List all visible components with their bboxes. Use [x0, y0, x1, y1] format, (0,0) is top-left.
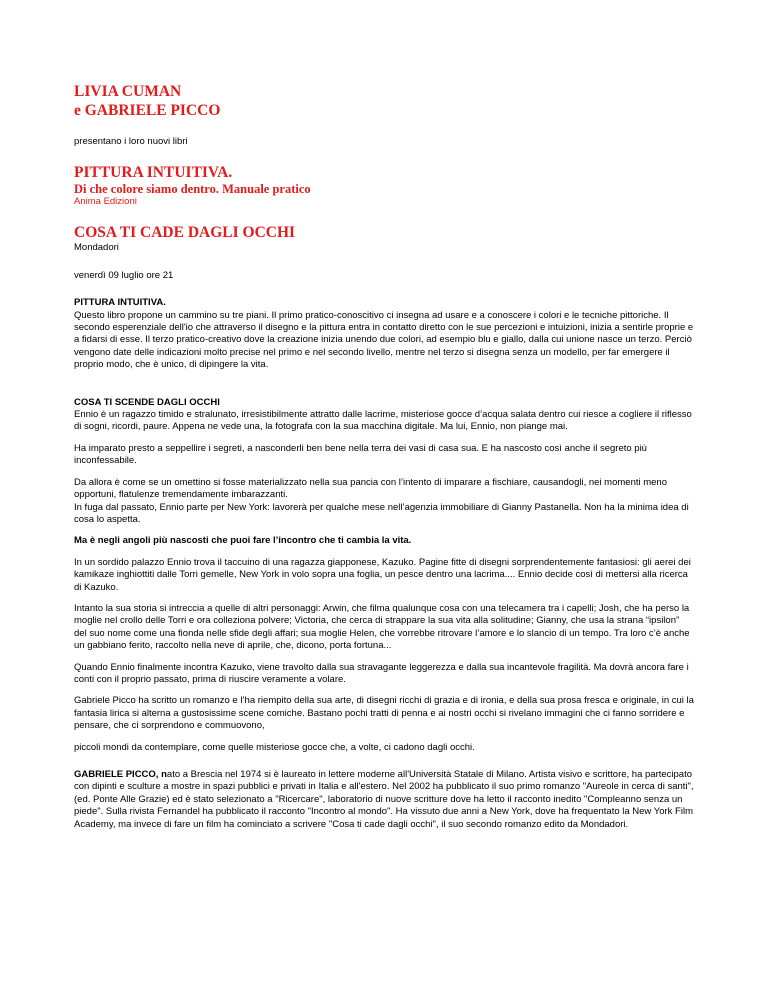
- book1-subtitle: Di che colore siamo dentro. Manuale pratico: [74, 182, 311, 197]
- event-date: venerdì 09 luglio ore 21: [74, 269, 174, 281]
- section2-heading: COSA TI SCENDE DAGLI OCCHI: [74, 396, 220, 408]
- section2-paragraph-5: In un sordido palazzo Ennio trova il taccuino di una ragazza giapponese, Kazuko. Pagine fitte di disegni sorprendentemente fantasiosi: gli aerei dei kamikaze inghiottiti dalle Torri gemelle, New York in volo sopra una foglia, un pesce dentro una lacrima.... Ennio decide così di mettersi alla ricerca di Kazuko.: [74, 556, 691, 593]
- author-bio: [74, 769, 694, 831]
- intro-text: presentano i loro nuovi libri: [74, 136, 188, 147]
- author-livia-cuman: LIVIA CUMAN: [74, 83, 182, 100]
- section2-paragraph-8: Gabriele Picco ha scritto un romanzo e l’ha riempito della sua arte, di disegni ricchi di grazia e di ironia, e della sua prosa fresca e originale, in cui la fantasia lirica si alterna a gustosissime scene comiche. Bastano pochi tratti di penna e ai nostri occhi si rivelano immagini che ci fanno sorridere e pensare, che ci sorprendono e commuovono,: [74, 695, 694, 732]
- section2-paragraph-3a: Da allora è come se un omettino si fosse materializzato nella sua pancia con l’intento di imparare a fischiare, causandogli, nei momenti meno opportuni, flatulenze tremendamente imbarazzanti.: [74, 476, 668, 501]
- section2-paragraph-3b: In fuga dal passato, Ennio parte per New York: lavorerà per qualche mese nell’agenzia immobiliare di Gianny Pastanella. Non ha la minima idea di cosa lo aspetta.: [74, 501, 689, 525]
- section2-paragraph-1: Ennio è un ragazzo timido e stralunato, irresistibilmente attratto dalle lacrime, misteriose gocce d’acqua salata dentro cui riesce a cogliere il riflesso di sogni, ricordi, paure. Appena ne vede una, la fotografa con la sua macchina digitale. Ma lui, Ennio, non piange mai.: [74, 409, 692, 433]
- bio-name: GABRIELE PICCO, n: [74, 769, 167, 780]
- author-gabriele-picco: e GABRIELE PICCO: [74, 102, 221, 119]
- bio-text: ato a Brescia nel 1974 si è laureato in lettere moderne all'Università Statale di Milano. Artista visivo e scrittore, ha partecipato con dipinti e sculture a mostre in spazi pubblici e privati in Italia e all'estero. Nel 2002 ha pubblicato il suo primo romanzo "Aureole in cerca di santi", (ed. Ponte Alle Grazie) ed è stato selezionato a "Ricercare", laboratorio di nuove scritture dove ha letto il racconto inedito "Compleanno senza un piede". Sulla rivista Fernandel ha pubblicato il racconto "Incontro al mondo". Ha vissuto due anni a New York, dove ha frequentato la New York Film Academy, ma invece di fare un film ha cominciato a scrivere "Cosa ti cade dagli occhi", il suo secondo romanzo edito da Mondadori.: [74, 769, 694, 830]
- section2-highlight: Ma è negli angoli più nascosti che puoi fare l’incontro che ti cambia la vita.: [74, 535, 412, 547]
- book1-title: PITTURA INTUITIVA.: [74, 164, 233, 182]
- section1-heading: PITTURA INTUITIVA.: [74, 297, 166, 309]
- document-page: [74, 82, 694, 831]
- book2-publisher: Mondadori: [74, 242, 119, 254]
- section2-paragraph-9: piccoli mondi da contemplare, come quelle misteriose gocce che, a volte, ci cadono dagli occhi.: [74, 741, 475, 753]
- section2-paragraph-2: Ha imparato presto a seppellire i segreti, a nasconderli ben bene nella terra dei vasi di casa sua. E ha nascosto così anche il segreto più inconfessabile.: [74, 442, 647, 467]
- section2-paragraph-7: Quando Ennio finalmente incontra Kazuko, viene travolto dalla sua stravagante leggerezza e dalla sua incantevole fragilità. Ma dovrà ancora fare i conti con il proprio passato, prima di riuscire veramente a volare.: [74, 661, 689, 685]
- section1-text: Questo libro propone un cammino su tre piani. Il primo pratico-conoscitivo ci insegna ad usare e a conoscere i colori e le tecniche pittoriche. Il secondo esperenziale dell'io che attraverso il disegno e la pittura entra in contatto diretto con le sue percezioni e intuizioni, inizia a sentirle proprie e a fidarsi di esse. Il terzo pratico-creativo dove la creazione inizia unendo due colori, ad esempio blu e giallo, dalla cui unione nasce un terzo. Perciò vengono date delle indicazioni molto precise nel primo e nel secondo livello, mentre nel terzo si disegna senza un modello, per far emergere il proprio modo, che è unico, di dipingere la vita.: [74, 309, 694, 371]
- book1-publisher: Anima Edizioni: [74, 196, 137, 208]
- section2-paragraph-6: Intanto la sua storia si intreccia a quelle di altri personaggi: Arwin, che filma qualunque cosa con una telecamera tra i capelli; Josh, che ha perso la moglie nel crollo delle Torri e ora colleziona polvere; Victoria, che cerca di strappare la sua vita alla solitudine; Gianny, che usa la strana “ipsilon” del suo nome come una fionda nelle sfide degli affari; sua moglie Helen, che vorrebbe ritrovare l’amore e lo slancio di un tempo. Tra loro c’è anche un gabbiano ferito, raccolto nella neve di aprile, che, dicono, porta fortuna...: [74, 602, 690, 652]
- book2-title: COSA TI CADE DAGLI OCCHI: [74, 224, 296, 242]
